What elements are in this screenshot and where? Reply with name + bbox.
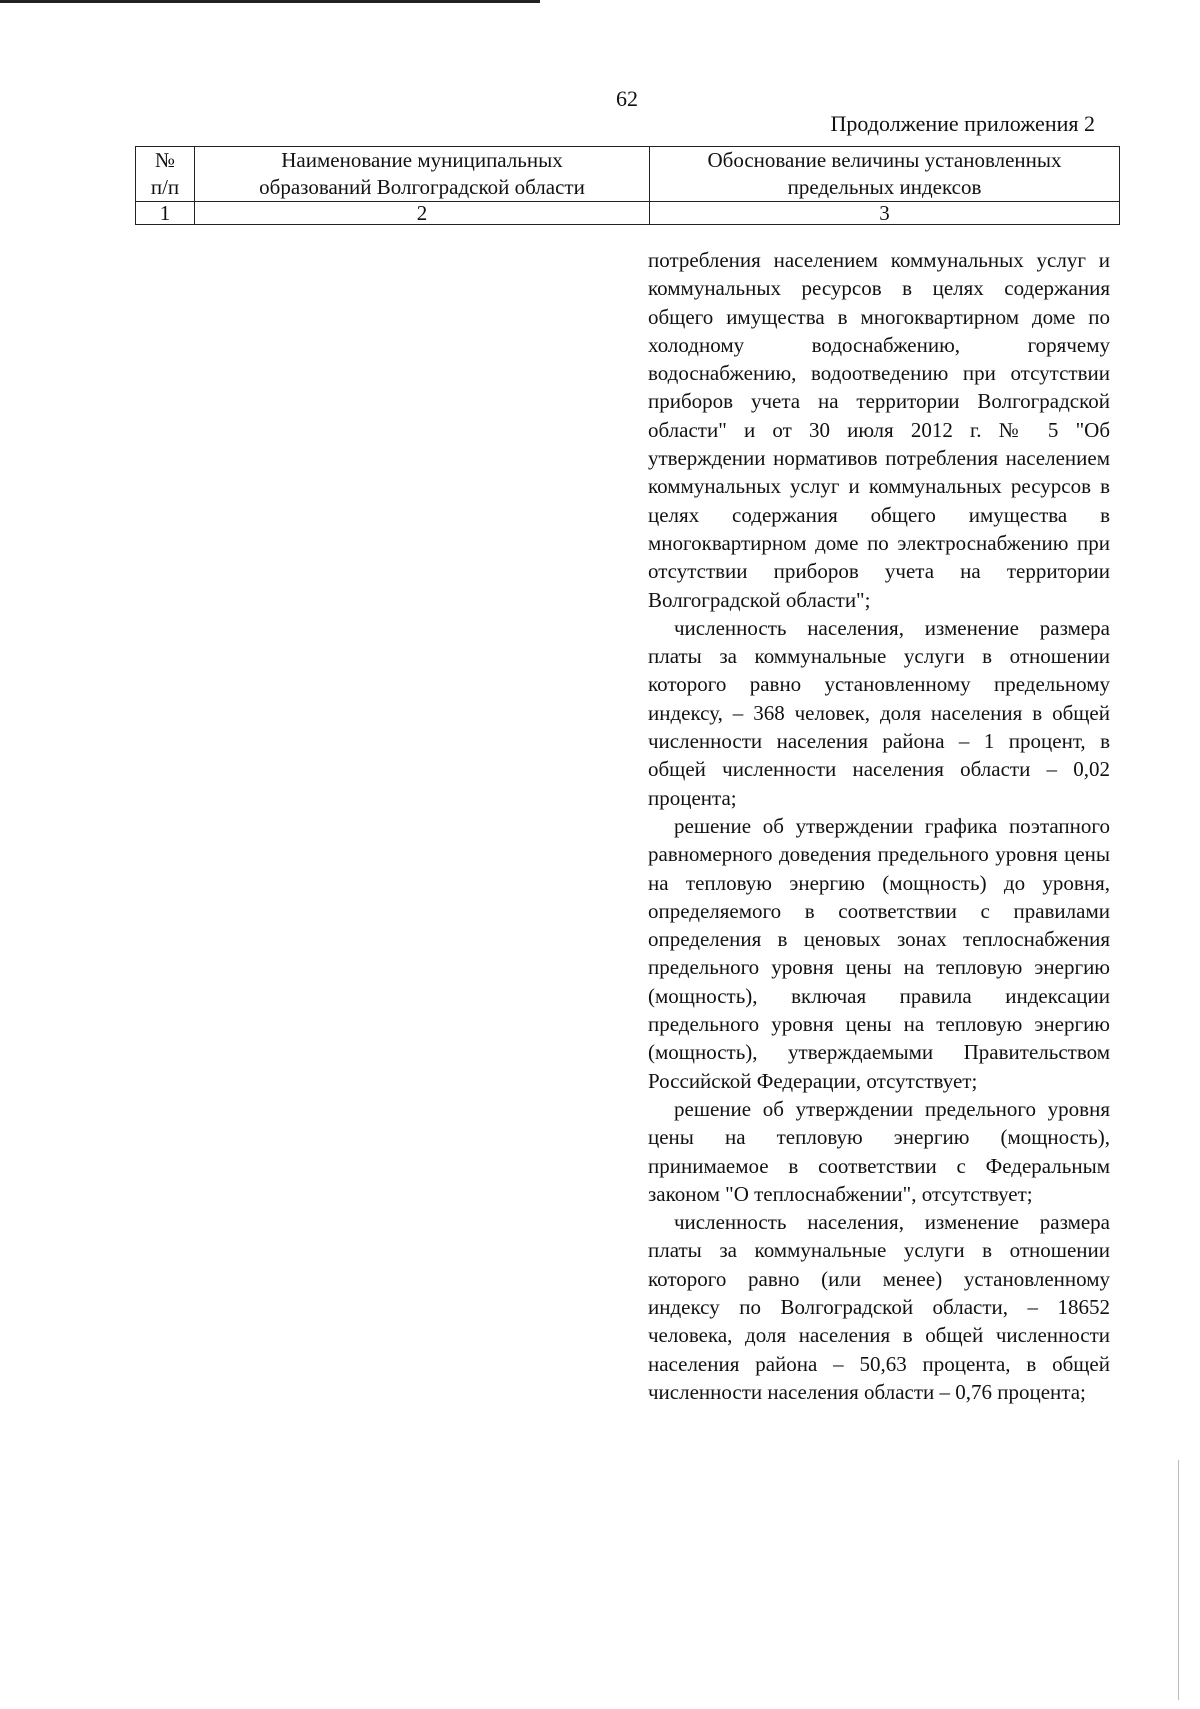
table-header: [135, 146, 1120, 225]
paragraph: потребления населением коммунальных услуг и коммунальных ресурсов в целях содержания общего имущества в многоквартирном доме по холодному водоснабжению, горячему водоснабжению, водоотведению при отсутствии приборов учета на территории Волгоградской области" и от 30 июля 2012 г. № 5 "Об утверждении нормативов потребления населением коммунальных услуг и коммунальных ресурсов в целях содержания общего имущества в многоквартирном доме по электроснабжению при отсутствии приборов учета на территории Волгоградской области";: [648, 248, 1110, 612]
table-column-number-row: [136, 202, 1120, 225]
header-number: № п/п: [136, 147, 195, 202]
table-header-row: [136, 147, 1120, 202]
justification-text: [648, 246, 1110, 1406]
scan-top-edge-line: [0, 0, 540, 3]
column-number: 3: [650, 202, 1120, 225]
scan-edge-line: [1178, 1460, 1179, 1700]
header-justification: Обоснование величины установленных предельных индексов: [650, 147, 1120, 202]
paragraph: решение об утверждении предельного уровня цены на тепловую энергию (мощность), принимаемое в соответствии с Федеральным законом "О теплоснабжении", отсутствует;: [648, 1096, 1110, 1206]
paragraph: численность населения, изменение размера платы за коммунальные услуги в отношении которого равно установленному предельному индексу, – 368 человек, доля населения в общей численности населения района – 1 процент, в общей численности населения области – 0,02 процента;: [648, 615, 1110, 810]
page-number: 62: [616, 86, 638, 111]
paragraph: решение об утверждении графика поэтапного равномерного доведения предельного уровня цены на тепловую энергию (мощность) до уровня, определяемого в соответствии с правилами определения в ценовых зонах теплоснабжения предельного уровня цены на тепловую энергию (мощность), включая правила индексации предельного уровня цены на тепловую энергию (мощность), утверждаемыми Правительством Российской Федерации, отсутствует;: [648, 813, 1110, 1093]
column-number: 1: [136, 202, 195, 225]
header-municipality: Наименование муниципальных образований Волгоградской области: [195, 147, 650, 202]
continuation-caption: Продолжение приложения 2: [830, 111, 1095, 136]
paragraph: численность населения, изменение размера платы за коммунальные услуги в отношении которого равно (или менее) установленному индексу по Волгоградской области, – 18652 человека, доля населения в общей численности населения района – 50,63 процента, в общей численности населения области – 0,76 процента;: [648, 1210, 1110, 1404]
column-number: 2: [195, 202, 650, 225]
